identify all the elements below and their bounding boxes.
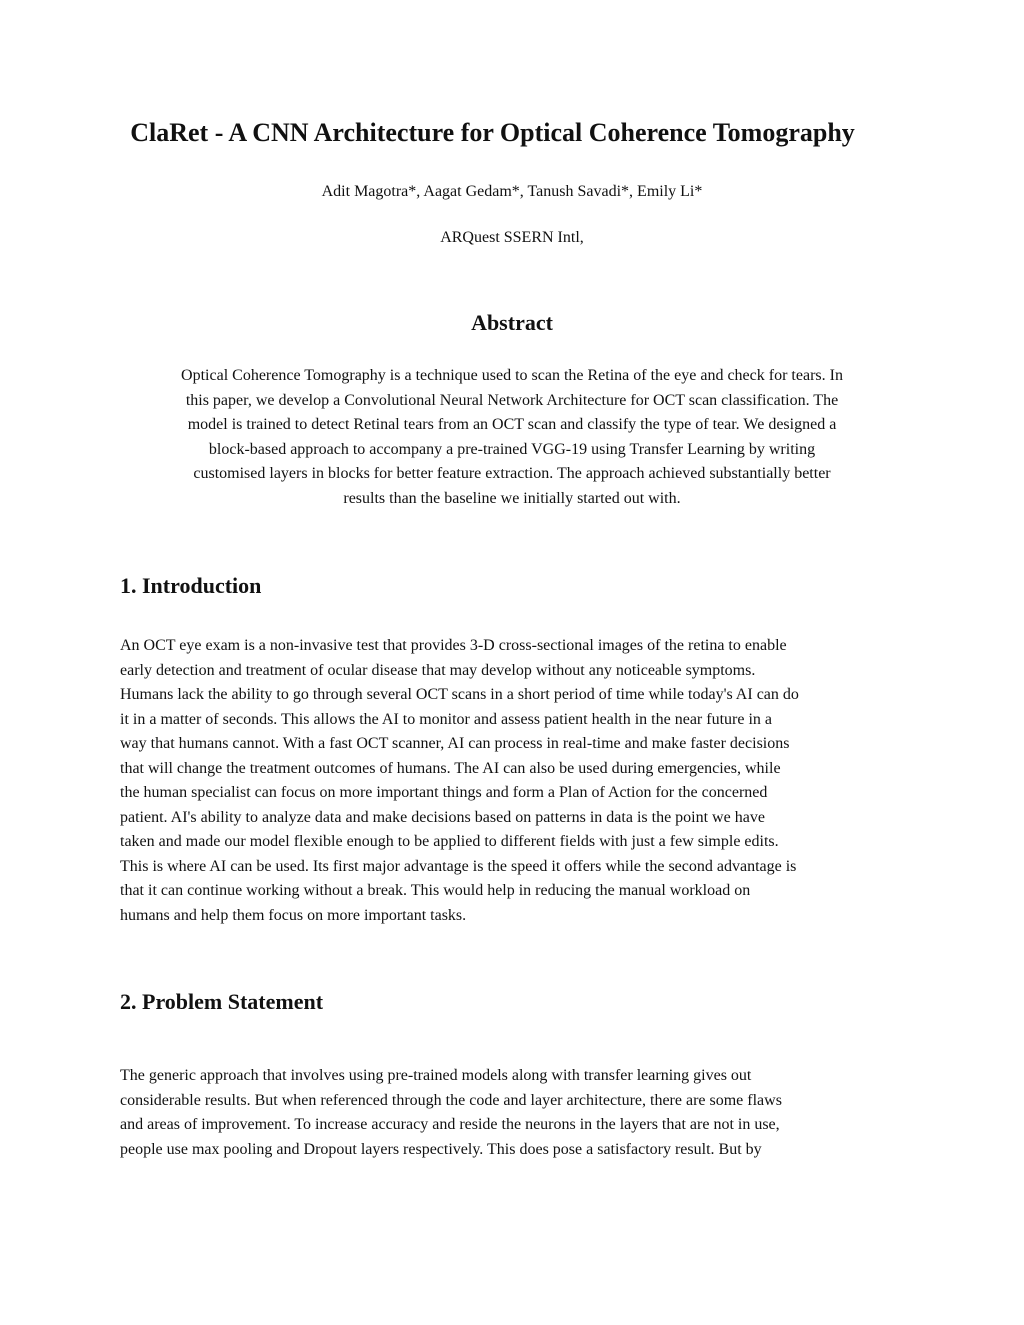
introduction-line: way that humans cannot. With a fast OCT scanner, AI can process in real-time and make faster decisions: [120, 735, 790, 752]
introduction-text: [120, 634, 920, 928]
abstract-heading: Abstract: [471, 310, 553, 335]
problem-statement-line: considerable results. But when referenced through the code and layer architecture, there are some flaws: [120, 1091, 782, 1109]
introduction-heading: 1. Introduction: [120, 573, 262, 598]
abstract-line: model is trained to detect Retinal tears from an OCT scan and classify the type of tear. We designed a: [187, 416, 837, 433]
introduction-line: taken and made our model flexible enough to be applied to different fields with just a few simple edits.: [120, 833, 779, 850]
abstract-line: this paper, we develop a Convolutional Neural Network Architecture for OCT scan classification. The: [185, 391, 839, 409]
abstract-line: customised layers in blocks for better feature extraction. The approach achieved substantially better: [193, 465, 831, 482]
introduction-line: This is where AI can be used. Its first major advantage is the speed it offers while the second advantage is: [120, 857, 797, 875]
introduction-line: that it can continue working without a break. This would help in reducing the manual workload on: [120, 882, 751, 899]
introduction-line: An OCT eye exam is a non-invasive test that provides 3-D cross-sectional images of the retina to enable: [120, 637, 787, 654]
introduction-line: humans and help them focus on more important tasks.: [120, 906, 467, 924]
problem-statement-line: and areas of improvement. To increase accuracy and reside the neurons in the layers that are not in use,: [120, 1116, 780, 1133]
author-list: Adit Magotra*, Aagat Gedam*, Tanush Savadi*, Emily Li*: [321, 183, 703, 200]
abstract-line: results than the baseline we initially started out with.: [343, 489, 681, 507]
abstract-text: [120, 364, 904, 511]
problem-statement-heading: 2. Problem Statement: [120, 989, 324, 1014]
introduction-line: the human specialist can focus on more important things and form a Plan of Action for the concerned: [120, 784, 768, 801]
introduction-line: patient. AI's ability to analyze data and make decisions based on patterns in data is the point we have: [120, 808, 765, 826]
problem-statement-line: people use max pooling and Dropout layers respectively. This does pose a satisfactory result. But by: [120, 1140, 762, 1158]
paper-title: ClaRet - A CNN Architecture for Optical Coherence Tomography: [130, 118, 855, 147]
problem-statement-line: The generic approach that involves using pre-trained models along with transfer learning gives out: [120, 1067, 752, 1084]
introduction-line: Humans lack the ability to go through several OCT scans in a short period of time while today's AI can do: [120, 686, 799, 703]
introduction-line: that will change the treatment outcomes of humans. The AI can also be used during emergencies, while: [120, 759, 781, 777]
affiliation: ARQuest SSERN Intl,: [440, 229, 584, 246]
problem-statement-text: [120, 1064, 920, 1162]
abstract-line: Optical Coherence Tomography is a technique used to scan the Retina of the eye and check for tears. In: [181, 367, 843, 384]
introduction-line: it in a matter of seconds. This allows the AI to monitor and assess patient health in the near future in a: [120, 710, 772, 728]
introduction-line: early detection and treatment of ocular disease that may develop without any noticeable symptoms.: [120, 661, 756, 679]
abstract-line: block-based approach to accompany a pre-trained VGG-19 using Transfer Learning by writing: [208, 440, 816, 458]
